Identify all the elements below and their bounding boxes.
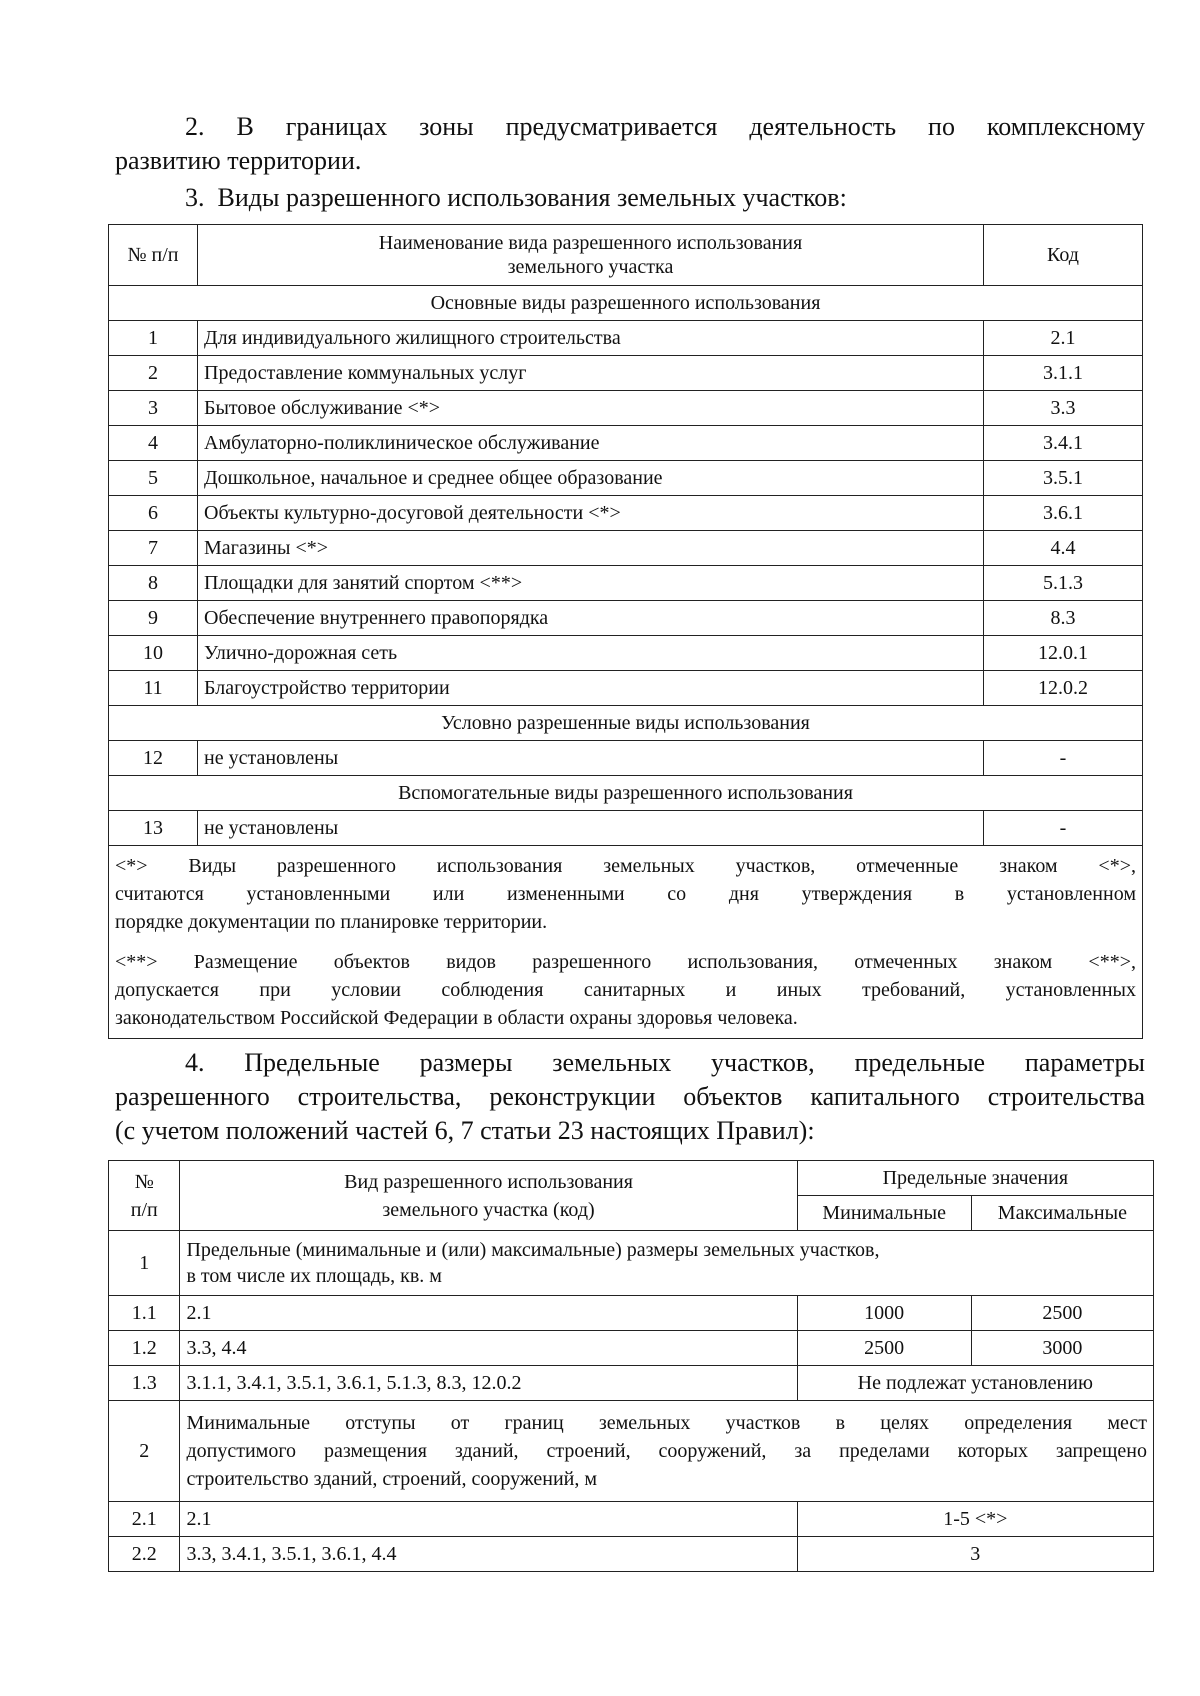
row-text-line-2: допустимого размещения зданий, строений, сооружений, за пределами которых запрещено bbox=[186, 1440, 1147, 1462]
row-code: 8.3 bbox=[984, 601, 1143, 636]
row-name: Предоставление коммунальных услуг bbox=[198, 356, 984, 391]
permitted-use-table bbox=[108, 224, 1143, 1039]
row-name: Бытовое обслуживание <*> bbox=[198, 391, 984, 426]
row-num: 1.3 bbox=[109, 1366, 180, 1401]
limits-table bbox=[108, 1160, 1154, 1572]
row-max: 3000 bbox=[971, 1331, 1153, 1366]
row-name: Магазины <*> bbox=[198, 531, 984, 566]
header-name-line-2: земельного участка bbox=[507, 256, 674, 278]
row-num: 2.2 bbox=[109, 1537, 180, 1572]
paragraph-2 bbox=[115, 110, 1145, 178]
note-2-line-2: допускается при условии соблюдения санитарных и иных требований, установленных bbox=[115, 979, 1136, 1001]
row-num: 2.1 bbox=[109, 1502, 180, 1537]
row-num: 13 bbox=[109, 811, 198, 846]
row-code: 12.0.2 bbox=[984, 671, 1143, 706]
paragraph-2-line-1: 2. В границах зоны предусматривается деятельность по комплексному bbox=[185, 112, 1145, 141]
table-row bbox=[109, 461, 1143, 496]
row-code: 5.1.3 bbox=[984, 566, 1143, 601]
row-code: 2.1 bbox=[984, 321, 1143, 356]
row-name: не установлены bbox=[198, 741, 984, 776]
row-text-line-1: Минимальные отступы от границ земельных участков в целях определения мест bbox=[186, 1412, 1147, 1434]
row-codes: 2.1 bbox=[180, 1502, 797, 1537]
header-num: № п/п bbox=[109, 225, 198, 286]
header-code: Код bbox=[984, 225, 1143, 286]
row-code: - bbox=[984, 811, 1143, 846]
row-num: 1.2 bbox=[109, 1331, 180, 1366]
header-name bbox=[198, 225, 984, 286]
row-num: 4 bbox=[109, 426, 198, 461]
note-2-line-1: <**> Размещение объектов видов разрешенного использования, отмеченных знаком <**>, bbox=[115, 951, 1136, 973]
note-1-line-2: считаются установленными или измененными со дня утверждения в установленном bbox=[115, 883, 1136, 905]
paragraph-4-line-3: (с учетом положений частей 6, 7 статьи 23 настоящих Правил): bbox=[115, 1116, 815, 1145]
header-max: Максимальные bbox=[971, 1196, 1153, 1231]
table-row bbox=[109, 356, 1143, 391]
row-name: Дошкольное, начальное и среднее общее образование bbox=[198, 461, 984, 496]
section-row-main bbox=[109, 286, 1143, 321]
paragraph-3-heading: 3. Виды разрешенного использования земельных участков: bbox=[185, 183, 847, 212]
row-code: 3.3 bbox=[984, 391, 1143, 426]
row-name: Обеспечение внутреннего правопорядка bbox=[198, 601, 984, 636]
paragraph-4-line-1: 4. Предельные размеры земельных участков, предельные параметры bbox=[185, 1048, 1145, 1077]
row-name: Благоустройство территории bbox=[198, 671, 984, 706]
row-name: Объекты культурно-досуговой деятельности <*> bbox=[198, 496, 984, 531]
row-min: 1000 bbox=[797, 1296, 971, 1331]
table-notes-row bbox=[109, 846, 1143, 1039]
row-code: 3.5.1 bbox=[984, 461, 1143, 496]
table-row bbox=[109, 1231, 1154, 1296]
row-num: 1.1 bbox=[109, 1296, 180, 1331]
row-num: 1 bbox=[109, 321, 198, 356]
table-row bbox=[109, 811, 1143, 846]
row-num: 5 bbox=[109, 461, 198, 496]
row-max: 2500 bbox=[971, 1296, 1153, 1331]
header-num-line-1: № bbox=[134, 1170, 154, 1193]
row-text bbox=[180, 1401, 1154, 1502]
row-code: 3.1.1 bbox=[984, 356, 1143, 391]
row-num: 6 bbox=[109, 496, 198, 531]
section-title-conditional: Условно разрешенные виды использования bbox=[109, 706, 1143, 741]
row-name: Амбулаторно-поликлиническое обслуживание bbox=[198, 426, 984, 461]
section-title-main: Основные виды разрешенного использования bbox=[109, 286, 1143, 321]
row-name: не установлены bbox=[198, 811, 984, 846]
table-row bbox=[109, 566, 1143, 601]
note-1-line-3: порядке документации по планировке территории. bbox=[115, 911, 548, 933]
row-num: 8 bbox=[109, 566, 198, 601]
table-row bbox=[109, 741, 1143, 776]
header-kind-line-2: земельного участка (код) bbox=[382, 1198, 595, 1221]
row-num: 2 bbox=[109, 356, 198, 391]
table-row bbox=[109, 1401, 1154, 1502]
table-row bbox=[109, 321, 1143, 356]
row-codes: 3.3, 4.4 bbox=[180, 1331, 797, 1366]
note-gap bbox=[115, 936, 1136, 948]
header-min: Минимальные bbox=[797, 1196, 971, 1231]
row-code: 12.0.1 bbox=[984, 636, 1143, 671]
table-row bbox=[109, 601, 1143, 636]
table-row bbox=[109, 1537, 1154, 1572]
row-value: Не подлежат установлению bbox=[797, 1366, 1153, 1401]
table-row bbox=[109, 391, 1143, 426]
row-name: Улично-дорожная сеть bbox=[198, 636, 984, 671]
note-2-line-3: законодательством Российской Федерации в области охраны здоровья человека. bbox=[115, 1007, 798, 1029]
table-row bbox=[109, 1296, 1154, 1331]
row-codes: 3.3, 3.4.1, 3.5.1, 3.6.1, 4.4 bbox=[180, 1537, 797, 1572]
table-header-row bbox=[109, 225, 1143, 286]
row-num: 7 bbox=[109, 531, 198, 566]
header-limits: Предельные значения bbox=[797, 1161, 1153, 1196]
section-row-conditional bbox=[109, 706, 1143, 741]
row-value: 3 bbox=[797, 1537, 1153, 1572]
table-row bbox=[109, 1331, 1154, 1366]
row-code: 3.6.1 bbox=[984, 496, 1143, 531]
row-num: 9 bbox=[109, 601, 198, 636]
row-text-line-2: в том числе их площадь, кв. м bbox=[186, 1265, 442, 1287]
row-code: - bbox=[984, 741, 1143, 776]
table-row bbox=[109, 671, 1143, 706]
paragraph-4-line-2: разрешенного строительства, реконструкции объектов капитального строительства bbox=[115, 1082, 1145, 1111]
row-num: 11 bbox=[109, 671, 198, 706]
header-kind-line-1: Вид разрешенного использования bbox=[344, 1170, 633, 1193]
row-value: 1-5 <*> bbox=[797, 1502, 1153, 1537]
paragraph-2-line-2: развитию территории. bbox=[115, 146, 362, 175]
table-row bbox=[109, 426, 1143, 461]
row-num: 1 bbox=[109, 1231, 180, 1296]
table-row bbox=[109, 496, 1143, 531]
header-num bbox=[109, 1161, 180, 1231]
header-kind bbox=[180, 1161, 797, 1231]
row-name: Площадки для занятий спортом <**> bbox=[198, 566, 984, 601]
section-title-auxiliary: Вспомогательные виды разрешенного использования bbox=[109, 776, 1143, 811]
table-row bbox=[109, 1366, 1154, 1401]
row-codes: 2.1 bbox=[180, 1296, 797, 1331]
row-num: 2 bbox=[109, 1401, 180, 1502]
header-num-line-2: п/п bbox=[130, 1198, 158, 1221]
row-num: 3 bbox=[109, 391, 198, 426]
row-num: 10 bbox=[109, 636, 198, 671]
note-1-line-1: <*> Виды разрешенного использования земельных участков, отмеченные знаком <*>, bbox=[115, 855, 1136, 877]
row-num: 12 bbox=[109, 741, 198, 776]
row-codes: 3.1.1, 3.4.1, 3.5.1, 3.6.1, 5.1.3, 8.3, 12.0.2 bbox=[180, 1366, 797, 1401]
row-text-line-3: строительство зданий, строений, сооружений, м bbox=[186, 1468, 598, 1490]
table-header-row bbox=[109, 1161, 1154, 1196]
paragraph-4 bbox=[115, 1046, 1145, 1148]
row-min: 2500 bbox=[797, 1331, 971, 1366]
section-row-auxiliary bbox=[109, 776, 1143, 811]
table-notes bbox=[109, 846, 1143, 1039]
row-text bbox=[180, 1231, 1154, 1296]
table-row bbox=[109, 636, 1143, 671]
row-code: 4.4 bbox=[984, 531, 1143, 566]
row-name: Для индивидуального жилищного строительства bbox=[198, 321, 984, 356]
table-row bbox=[109, 531, 1143, 566]
header-name-line-1: Наименование вида разрешенного использования bbox=[378, 232, 803, 254]
table-row bbox=[109, 1502, 1154, 1537]
row-code: 3.4.1 bbox=[984, 426, 1143, 461]
row-text-line-1: Предельные (минимальные и (или) максимальные) размеры земельных участков, bbox=[186, 1239, 880, 1261]
